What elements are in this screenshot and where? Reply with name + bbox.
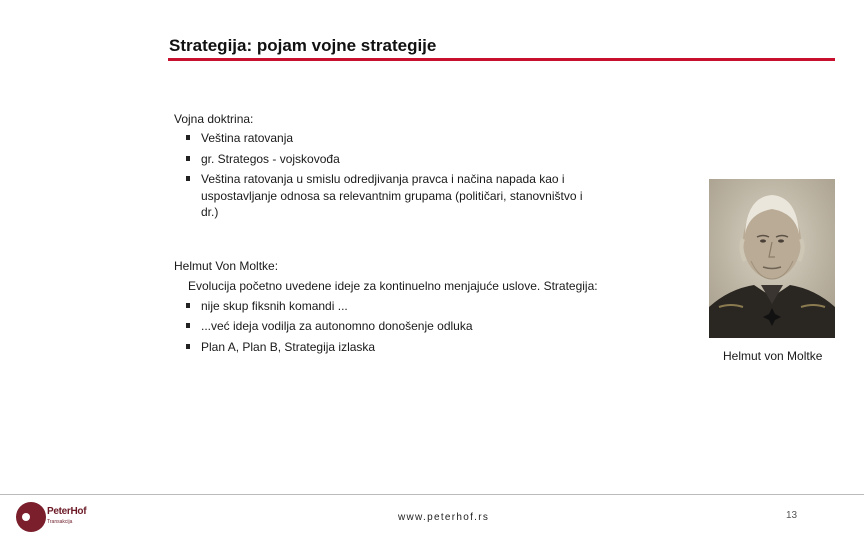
slide-title: Strategija: pojam vojne strategije [169, 36, 437, 55]
doctrine-item [186, 130, 601, 147]
footer-url[interactable]: www.peterhof.rs [398, 512, 490, 523]
bullet-icon [186, 344, 190, 349]
photo-caption: Helmut von Moltke [723, 349, 823, 363]
moltke-subheading: Evolucija početno uvedene ideje za kontinuelno menjajuće uslove. Strategija: [188, 279, 598, 293]
moltke-item-text: Plan A, Plan B, Strategija izlaska [201, 340, 376, 354]
doctrine-item-text: gr. Strategos - vojskovođa [201, 152, 340, 166]
moltke-portrait [709, 179, 835, 338]
title-underline [168, 58, 835, 61]
moltke-item [186, 298, 621, 315]
footer-divider [0, 494, 864, 495]
moltke-item-text: ...već ideja vodilja za autonomno donošenje odluka [201, 319, 473, 333]
bullet-icon [186, 156, 190, 161]
bullet-icon [186, 176, 190, 181]
peterhof-logo [15, 501, 47, 538]
doctrine-item-text: Veština ratovanja [201, 131, 294, 145]
doctrine-item [186, 171, 601, 221]
moltke-item [186, 318, 621, 335]
doctrine-heading: Vojna doktrina: [174, 112, 254, 126]
page-number: 13 [786, 510, 798, 521]
doctrine-item-text: Veština ratovanja u smislu odredjivanja pravca i načina napada kao i uspostavljanje odnosa sa relevantnim grupama (političari, stanovništvo i dr.) [201, 172, 583, 219]
bullet-icon [186, 135, 190, 140]
moltke-item [186, 339, 621, 356]
moltke-item-text: nije skup fiksnih komandi ... [201, 299, 348, 313]
logo-name: PeterHof [47, 506, 87, 517]
bullet-icon [186, 323, 190, 328]
moltke-heading: Helmut Von Moltke: [174, 259, 279, 273]
logo-tagline: Transakcija [47, 519, 73, 525]
bullet-icon [186, 303, 190, 308]
doctrine-item [186, 151, 601, 168]
